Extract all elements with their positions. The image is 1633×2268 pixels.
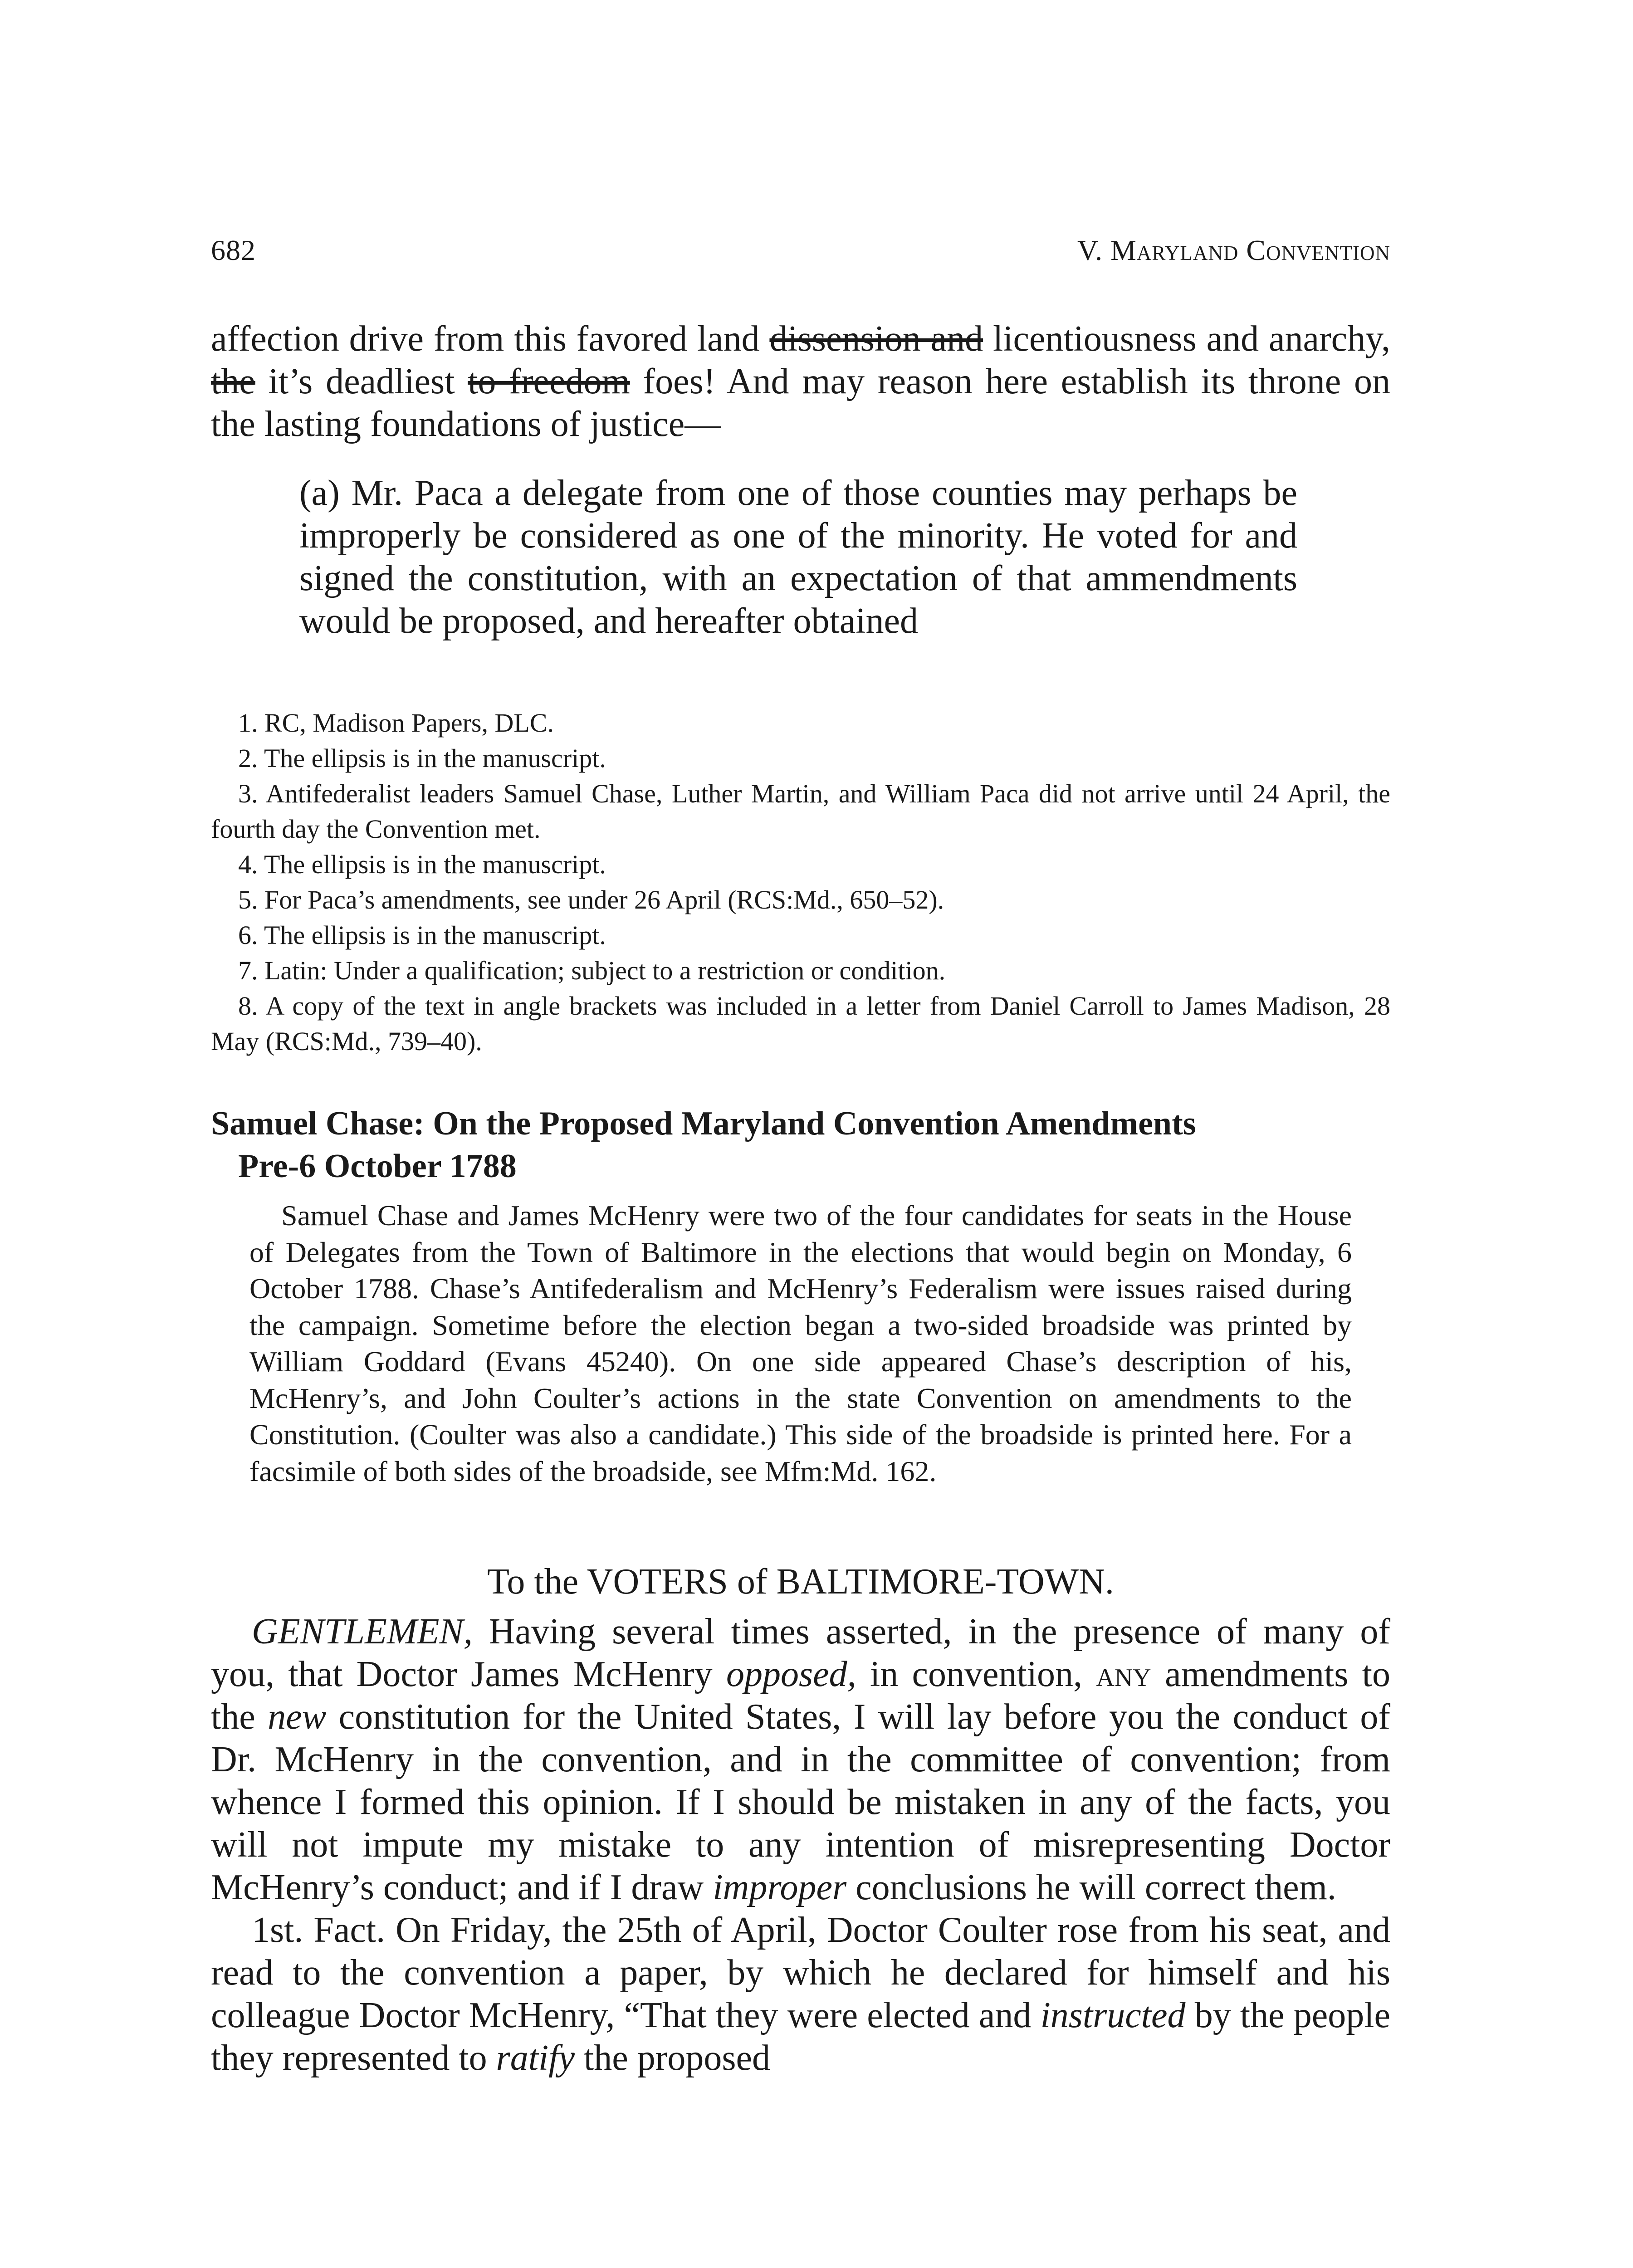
text-run: it’s deadliest [255, 362, 468, 401]
text-run: licentiousness and anarchy, [983, 319, 1390, 359]
italic-text: GENTLEMEN, [252, 1612, 473, 1652]
continuation-paragraph [211, 318, 1390, 445]
paragraph [211, 1610, 1390, 1909]
footnote: 1. RC, Madison Papers, DLC. [238, 708, 554, 738]
text-run: foes! And may reason here establish its throne on the lasting foundations of justice— [211, 362, 1391, 444]
text-run: 1st. Fact. On Friday, the 25th of April, Doctor Coulter rose from his seat, and read to the convention a paper, by which he declared for himself and his colleague Doctor McHenry, “That they were elected and [211, 1910, 1390, 2035]
italic-text: instructed [1040, 1995, 1186, 2035]
text-run: by the people they represented to [211, 1995, 1390, 2078]
broadside-title: To the VOTERS of BALTIMORE-TOWN. [487, 1562, 1114, 1602]
running-head-main: Maryland Convention [1110, 234, 1390, 266]
struck-text: the [211, 362, 255, 401]
italic-text: ratify [496, 2038, 575, 2078]
footnote: 8. A copy of the text in angle brackets was included in a letter from Daniel Carroll to James Madison, 28 May (RCS:Md., 739–40). [211, 991, 1390, 1056]
text-run: the proposed [574, 2038, 770, 2078]
footnote: 3. Antifederalist leaders Samuel Chase, Luther Martin, and William Paca did not arrive until 24 April, the fourth day the Convention met. [211, 779, 1390, 844]
editorial-introduction: Samuel Chase and James McHenry were two of the four candidates for seats in the House of Delegates from the Town of Baltimore in the elections that would begin on Monday, 6 October 1788. Chase’s Antifederalism and McHenry’s Federalism were issues raised during the campaign. Sometime before the election began a two-sided broadside was printed by William Goddard (Evans 45240). On one side appeared Chase’s description of his, McHenry’s, and John Coulter’s actions in the state Convention on amendments to the Constitution. (Coulter was also a candidate.) This side of the broadside is printed here. For a facsimile of both sides of the broadside, see Mfm:Md. 162. [249, 1199, 1352, 1487]
footnote: 2. The ellipsis is in the manuscript. [238, 743, 606, 773]
section-heading-line2: Pre-6 October 1788 [238, 1148, 517, 1185]
text-run: Having several times asserted, in the presence of many of you, that Doctor James McHenry [211, 1612, 1390, 1694]
manuscript-note-a: (a) Mr. Paca a delegate from one of those counties may perhaps be improperly be considered as one of the minority. He voted for and signed the constitution, with an expectation of that ammendments would be proposed, and hereafter obtained [299, 473, 1297, 641]
footnote: 7. Latin: Under a qualification; subject to a restriction or condition. [238, 956, 946, 985]
running-head-prefix: V. [1077, 234, 1110, 266]
section-heading-line1: Samuel Chase: On the Proposed Maryland Convention Amendments [211, 1105, 1196, 1142]
small-caps-text: any [1096, 1654, 1151, 1694]
text-run: constitution for the United States, I will lay before you the conduct of Dr. McHenry in the convention, and in the committee of convention; from whence I formed this opinion. If I should be mistaken in any of the facts, you will not impute my mistake to any intention of misrepresenting Doctor McHenry’s conduct; and if I draw [211, 1697, 1391, 1907]
page-number: 682 [211, 234, 256, 266]
footnote: 5. For Paca’s amendments, see under 26 April (RCS:Md., 650–52). [238, 885, 944, 914]
footnotes [211, 705, 1390, 1059]
section-heading [211, 1102, 1390, 1188]
italic-text: improper [713, 1867, 847, 1907]
text-run: conclusions he will correct them. [846, 1867, 1336, 1907]
paragraph [211, 1909, 1390, 2079]
running-head-title [1077, 232, 1390, 269]
broadside-text [211, 1610, 1390, 2079]
italic-text: opposed, [726, 1654, 856, 1694]
struck-text: dissension and [769, 319, 983, 359]
italic-text: new [268, 1697, 327, 1737]
text-run: amendments to the [211, 1654, 1390, 1737]
footnote: 4. The ellipsis is in the manuscript. [238, 850, 606, 879]
footnote: 6. The ellipsis is in the manuscript. [238, 920, 606, 950]
struck-text: to freedom [468, 362, 630, 401]
text-run: in convention, [856, 1654, 1096, 1694]
text-run: affection drive from this favored land [211, 319, 770, 359]
